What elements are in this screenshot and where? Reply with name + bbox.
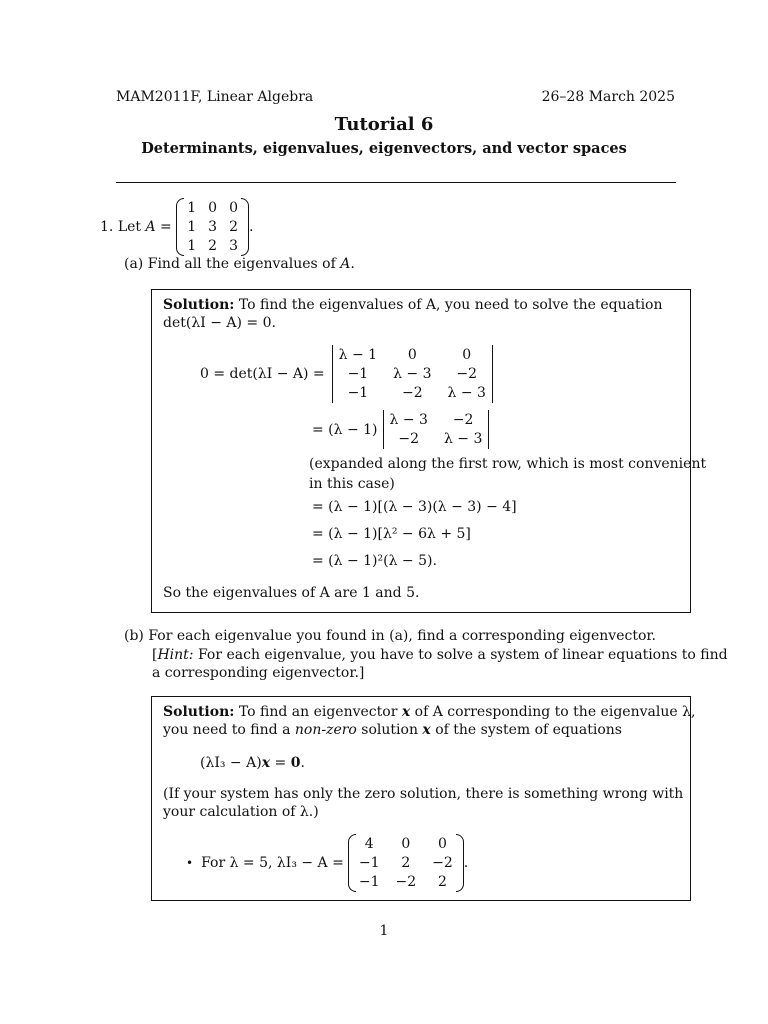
det-cell: λ − 3 xyxy=(447,385,486,401)
system-equation xyxy=(200,755,305,771)
det3-grid xyxy=(336,345,489,403)
vector-x: x xyxy=(401,704,411,720)
equation-det2 xyxy=(312,410,492,449)
question-1-statement xyxy=(100,198,253,256)
equation-part: = xyxy=(270,755,291,771)
equals-sign: = xyxy=(155,219,177,235)
det-cell: −1 xyxy=(347,366,369,382)
det-bar-right xyxy=(488,410,489,449)
determinant-2x2 xyxy=(380,410,493,449)
page-title: Tutorial 6 xyxy=(334,114,434,135)
det-bar-left xyxy=(332,345,333,403)
equation-factor: = (λ − 1) xyxy=(312,421,378,438)
matrix-cell: −2 xyxy=(432,855,453,871)
matrix-cell: 4 xyxy=(364,836,374,852)
zero-vector: 0 xyxy=(290,755,301,771)
bullet-lambda-5 xyxy=(186,834,468,892)
matrix-lambda5 xyxy=(348,834,464,892)
det-cell: 0 xyxy=(407,347,417,363)
part-a-var: A xyxy=(340,256,351,272)
part-a-label: (a) xyxy=(124,256,144,272)
tutorial-dates: 26–28 March 2025 xyxy=(541,89,675,105)
part-b-hint-2: a corresponding eigenvector.] xyxy=(152,665,365,681)
solution-text: solution xyxy=(356,722,423,738)
solution-text: you need to find a xyxy=(163,722,295,738)
vector-x: x xyxy=(422,722,431,738)
det-cell: −2 xyxy=(401,385,423,401)
det-cell: λ − 3 xyxy=(443,431,483,447)
left-paren xyxy=(348,834,356,892)
determinant-3x3 xyxy=(329,345,496,403)
matrix-cell: −2 xyxy=(395,874,417,890)
part-b-text: For each eigenvalue you found in (a), find a corresponding eigenvector. xyxy=(148,628,656,644)
solution-heading: Solution: xyxy=(163,297,235,313)
part-a-period: . xyxy=(350,256,355,272)
vector-x: x xyxy=(261,755,271,771)
step-2: = (λ − 1)[λ² − 6λ + 5] xyxy=(312,526,471,542)
det-cell: λ − 3 xyxy=(393,366,432,382)
equation-part: (λI₃ − A) xyxy=(200,755,262,771)
matrix-cell: 2 xyxy=(229,219,239,235)
solution-b-check-1: (If your system has only the zero solution, there is something wrong with xyxy=(163,786,684,802)
matrix-cell: 2 xyxy=(401,855,411,871)
matrix-cell: −1 xyxy=(358,874,380,890)
matrix-lambda5-grid xyxy=(356,834,456,892)
right-paren xyxy=(456,834,464,892)
det-cell: 0 xyxy=(462,347,472,363)
solution-b-check-2: your calculation of λ.) xyxy=(163,804,319,820)
question-number: 1. xyxy=(100,219,114,235)
bullet-text: For λ = 5, λI₃ − A = xyxy=(201,855,344,871)
matrix-A xyxy=(176,198,249,256)
part-b-hint-1 xyxy=(152,647,728,663)
solution-b-line-2 xyxy=(163,722,622,738)
expansion-note-1: (expanded along the first row, which is most convenient xyxy=(309,456,707,472)
det-cell: −2 xyxy=(452,412,474,428)
det-bar-left xyxy=(383,410,384,449)
matrix-cell: 0 xyxy=(229,200,239,216)
solution-heading: Solution: xyxy=(163,704,235,720)
equation-det3 xyxy=(200,345,496,403)
matrix-cell: 2 xyxy=(208,238,218,254)
part-a-prompt xyxy=(124,256,355,272)
det-cell: λ − 1 xyxy=(338,347,378,363)
period: . xyxy=(249,219,254,235)
equation-part: . xyxy=(300,755,305,771)
det-cell: −2 xyxy=(456,366,478,382)
period: . xyxy=(463,855,469,871)
left-paren xyxy=(176,198,184,256)
page-number: 1 xyxy=(379,923,389,939)
matrix-cell: 0 xyxy=(401,836,411,852)
matrix-cell: 0 xyxy=(208,200,218,216)
hint-label: Hint: xyxy=(157,647,194,663)
bullet-icon: • xyxy=(186,856,194,870)
eigenvalue-conclusion: So the eigenvalues of A are 1 and 5. xyxy=(163,585,420,601)
solution-text: To find the eigenvalues of A, you need to solve the equation xyxy=(238,297,663,313)
solution-a-intro-1 xyxy=(163,297,663,313)
matrix-cell: 1 xyxy=(187,238,197,254)
let-word: Let xyxy=(117,219,142,235)
matrix-cell: 2 xyxy=(438,874,447,890)
expansion-note-2: in this case) xyxy=(309,476,395,492)
matrix-cell: −1 xyxy=(358,855,380,871)
matrix-name: A xyxy=(145,219,156,235)
part-a-text: Find all the eigenvalues of xyxy=(147,256,341,272)
solution-text: of A corresponding to the eigenvalue λ, xyxy=(410,704,696,720)
hint-bracket: [ xyxy=(152,647,158,663)
course-name: MAM2011F, Linear Algebra xyxy=(116,89,314,105)
equation-lhs: 0 = det(λI − A) = xyxy=(200,366,325,382)
part-b-prompt xyxy=(124,628,656,644)
solution-a-intro-2: det(λI − A) = 0. xyxy=(163,315,276,331)
matrix-A-grid xyxy=(184,198,241,256)
matrix-cell: 3 xyxy=(229,238,239,254)
right-paren xyxy=(241,198,249,256)
det2-grid xyxy=(387,410,486,449)
det-cell: λ − 3 xyxy=(389,412,428,428)
step-1: = (λ − 1)[(λ − 3)(λ − 3) − 4] xyxy=(312,499,517,515)
matrix-cell: 3 xyxy=(208,219,218,235)
matrix-cell: 1 xyxy=(187,219,197,235)
header-divider xyxy=(116,182,676,183)
non-zero-emphasis: non-zero xyxy=(294,722,357,738)
matrix-cell: 1 xyxy=(187,200,197,216)
det-bar-right xyxy=(492,345,493,403)
page-subtitle: Determinants, eigenvalues, eigenvectors, and vector spaces xyxy=(141,140,627,157)
det-cell: −2 xyxy=(398,431,420,447)
matrix-cell: 0 xyxy=(438,836,447,852)
solution-text: To find an eigenvector xyxy=(238,704,402,720)
det-cell: −1 xyxy=(347,385,369,401)
solution-b-line-1 xyxy=(163,704,695,720)
solution-text: of the system of equations xyxy=(430,722,622,738)
hint-text: For each eigenvalue, you have to solve a system of linear equations to find xyxy=(193,647,728,663)
step-3: = (λ − 1)²(λ − 5). xyxy=(312,553,437,569)
part-b-label: (b) xyxy=(124,628,144,644)
